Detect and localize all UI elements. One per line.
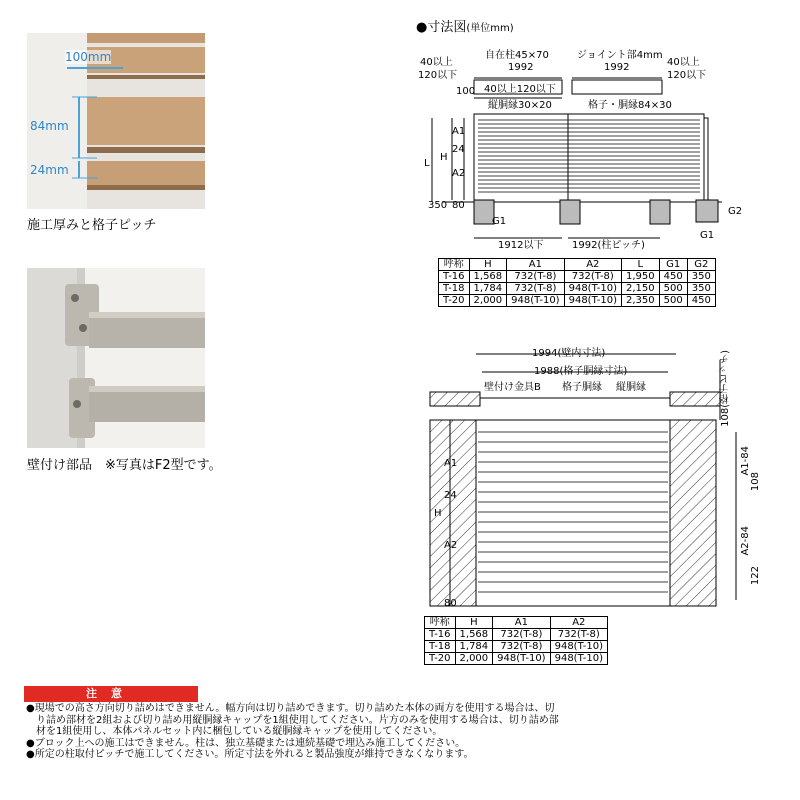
table1-header: L xyxy=(622,259,660,271)
frame-width: 1988(格子胴縁寸法) xyxy=(534,366,628,377)
bottom-width1: 1912以下 xyxy=(498,240,544,251)
notice-line: り詰め部材を2組および切り詰め用縦胴縁キャップを1組使用してください。片方のみを使用する場合は、切り詰め部 xyxy=(26,714,559,726)
table-cell: 350 xyxy=(687,271,715,283)
notice-line: ●所定の柱取付ピッチで施工してください。所定寸法を外れると製品強度が維持できなくなります。 xyxy=(26,749,474,760)
table-cell: T-20 xyxy=(439,295,470,307)
notice-text xyxy=(26,703,646,761)
left-A2: A2 xyxy=(444,540,458,551)
side-pitch: 24 xyxy=(452,144,465,155)
bottom-G1-side: G1 xyxy=(700,230,715,241)
notice-line: ●ブロック上への施工はできません。柱は、独立基礎または連続基礎で埋込み施工してください。 xyxy=(26,737,466,749)
left-H: H xyxy=(434,508,442,519)
table-cell: 732(T-8) xyxy=(507,283,564,295)
table-cell: 732(T-8) xyxy=(493,641,550,653)
photo2-caption: 壁付け部品 ※写真はF2型です。 xyxy=(27,458,222,473)
elevation-drawing xyxy=(412,40,742,250)
table-cell: 948(T-10) xyxy=(493,653,550,665)
side-base-350: 350 xyxy=(428,200,448,211)
table-cell: 1,784 xyxy=(455,641,493,653)
bottom-width2: 1992(柱ピッチ) xyxy=(572,240,645,251)
table-cell: T-16 xyxy=(439,271,470,283)
left-A1: A1 xyxy=(444,458,458,469)
right-limit-bottom: 120以下 xyxy=(667,70,707,81)
notice-line: 材を1組使用し、本体パネルセット内に梱包している縦胴縁キャップを使用してください。 xyxy=(26,726,443,737)
table-row xyxy=(425,629,608,641)
side-A1: A1 xyxy=(452,126,466,137)
drawing-unit: (単位mm) xyxy=(466,23,514,34)
table2-header: H xyxy=(455,617,493,629)
table1-header: 呼称 xyxy=(439,259,470,271)
table2-header: 呼称 xyxy=(425,617,456,629)
table-cell: 1,568 xyxy=(455,629,493,641)
joint-size: ジョイント部4mm xyxy=(577,50,663,61)
table-cell: 1,784 xyxy=(469,283,507,295)
photo-wall-bracket xyxy=(27,268,205,448)
table-cell: 1,950 xyxy=(622,271,660,283)
table-cell: 948(T-10) xyxy=(550,653,607,665)
table-cell: 732(T-8) xyxy=(493,629,550,641)
notice-line: ●現場での高さ方向切り詰めはできません。幅方向は切り詰めできます。切り詰めた本体の両方を使用する場合は、切 xyxy=(26,703,555,714)
table-cell: T-20 xyxy=(425,653,456,665)
edge-frame: 縦胴縁30×20 xyxy=(488,100,552,111)
table1-header: G1 xyxy=(659,259,687,271)
table-row xyxy=(439,295,716,307)
right-108: 108 xyxy=(750,472,761,492)
left-limit-bottom: 120以下 xyxy=(418,70,458,81)
spec-table-2 xyxy=(424,616,608,665)
side-A2: A2 xyxy=(452,168,466,179)
table-cell: T-18 xyxy=(425,641,456,653)
table-cell: 948(T-10) xyxy=(564,295,621,307)
right-limit-top: 40以上 xyxy=(667,57,700,68)
notice-title: 注意 xyxy=(24,686,198,702)
wall-drawing xyxy=(420,340,760,615)
depth-100: 100 xyxy=(456,86,476,97)
table-cell: 948(T-10) xyxy=(507,295,564,307)
side-base-80: 80 xyxy=(452,200,465,211)
inner-limit: 40以上120以下 xyxy=(484,84,556,95)
table-cell: 2,150 xyxy=(622,283,660,295)
table-cell: 2,000 xyxy=(455,653,493,665)
side-H: H xyxy=(440,152,448,163)
dim-24mm: 24mm xyxy=(30,163,69,177)
table-cell: 350 xyxy=(687,283,715,295)
side-L: L xyxy=(424,158,430,169)
right-A2-84: A2-84 xyxy=(740,526,751,556)
table2-header: A2 xyxy=(550,617,607,629)
table-row xyxy=(439,271,716,283)
elevation-slats xyxy=(478,120,700,192)
left-80: 80 xyxy=(444,598,457,609)
table1-header: H xyxy=(469,259,507,271)
drawing-title-text: ●寸法図 xyxy=(416,20,467,35)
table-cell: 732(T-8) xyxy=(507,271,564,283)
table-cell: 1,568 xyxy=(469,271,507,283)
table2-header: A1 xyxy=(493,617,550,629)
bottom-G2: G2 xyxy=(728,206,743,217)
table-cell: 2,000 xyxy=(469,295,507,307)
table1-header: A1 xyxy=(507,259,564,271)
table-cell: 948(T-10) xyxy=(564,283,621,295)
part-bracket: 壁付け金具B xyxy=(484,382,541,393)
table-cell: 732(T-8) xyxy=(550,629,607,641)
drawing-title xyxy=(416,16,514,35)
right-pitch: 108(格子ピッチ) xyxy=(720,350,731,427)
table-cell: 732(T-8) xyxy=(564,271,621,283)
left-limit-top: 40以上 xyxy=(420,57,453,68)
part-edge-frame: 縦胴縁 xyxy=(616,382,646,393)
left-24: 24 xyxy=(444,490,457,501)
right-122: 122 xyxy=(750,566,761,586)
table-cell: 500 xyxy=(659,283,687,295)
table1-header-row xyxy=(439,259,716,271)
dim-100mm: 100mm xyxy=(65,50,112,64)
spec-table-1 xyxy=(438,258,716,307)
table-cell: 2,350 xyxy=(622,295,660,307)
dim-84mm: 84mm xyxy=(30,119,69,133)
table-row xyxy=(425,653,608,665)
table-row xyxy=(425,641,608,653)
inner-width: 1994(壁内寸法) xyxy=(532,348,606,359)
photo-slat-thickness xyxy=(27,33,205,209)
table-cell: 948(T-10) xyxy=(550,641,607,653)
table2-header-row xyxy=(425,617,608,629)
table1-header: A2 xyxy=(564,259,621,271)
table-cell: 450 xyxy=(687,295,715,307)
table-row xyxy=(439,283,716,295)
span1: 1992 xyxy=(508,62,534,73)
table-cell: T-18 xyxy=(439,283,470,295)
post-size: 自在柱45×70 xyxy=(485,50,549,61)
wall-slats xyxy=(478,432,668,592)
part-slat-frame: 格子胴縁 xyxy=(562,382,602,393)
table-cell: 500 xyxy=(659,295,687,307)
table-cell: 450 xyxy=(659,271,687,283)
bracket-photo-illustration xyxy=(27,268,205,448)
table-cell: T-16 xyxy=(425,629,456,641)
right-A1-84: A1-84 xyxy=(740,446,751,476)
photo1-caption: 施工厚みと格子ピッチ xyxy=(27,218,157,233)
bottom-G1: G1 xyxy=(492,216,507,227)
slat-frame: 格子・胴縁84×30 xyxy=(588,100,672,111)
table1-header: G2 xyxy=(687,259,715,271)
span2: 1992 xyxy=(604,62,630,73)
